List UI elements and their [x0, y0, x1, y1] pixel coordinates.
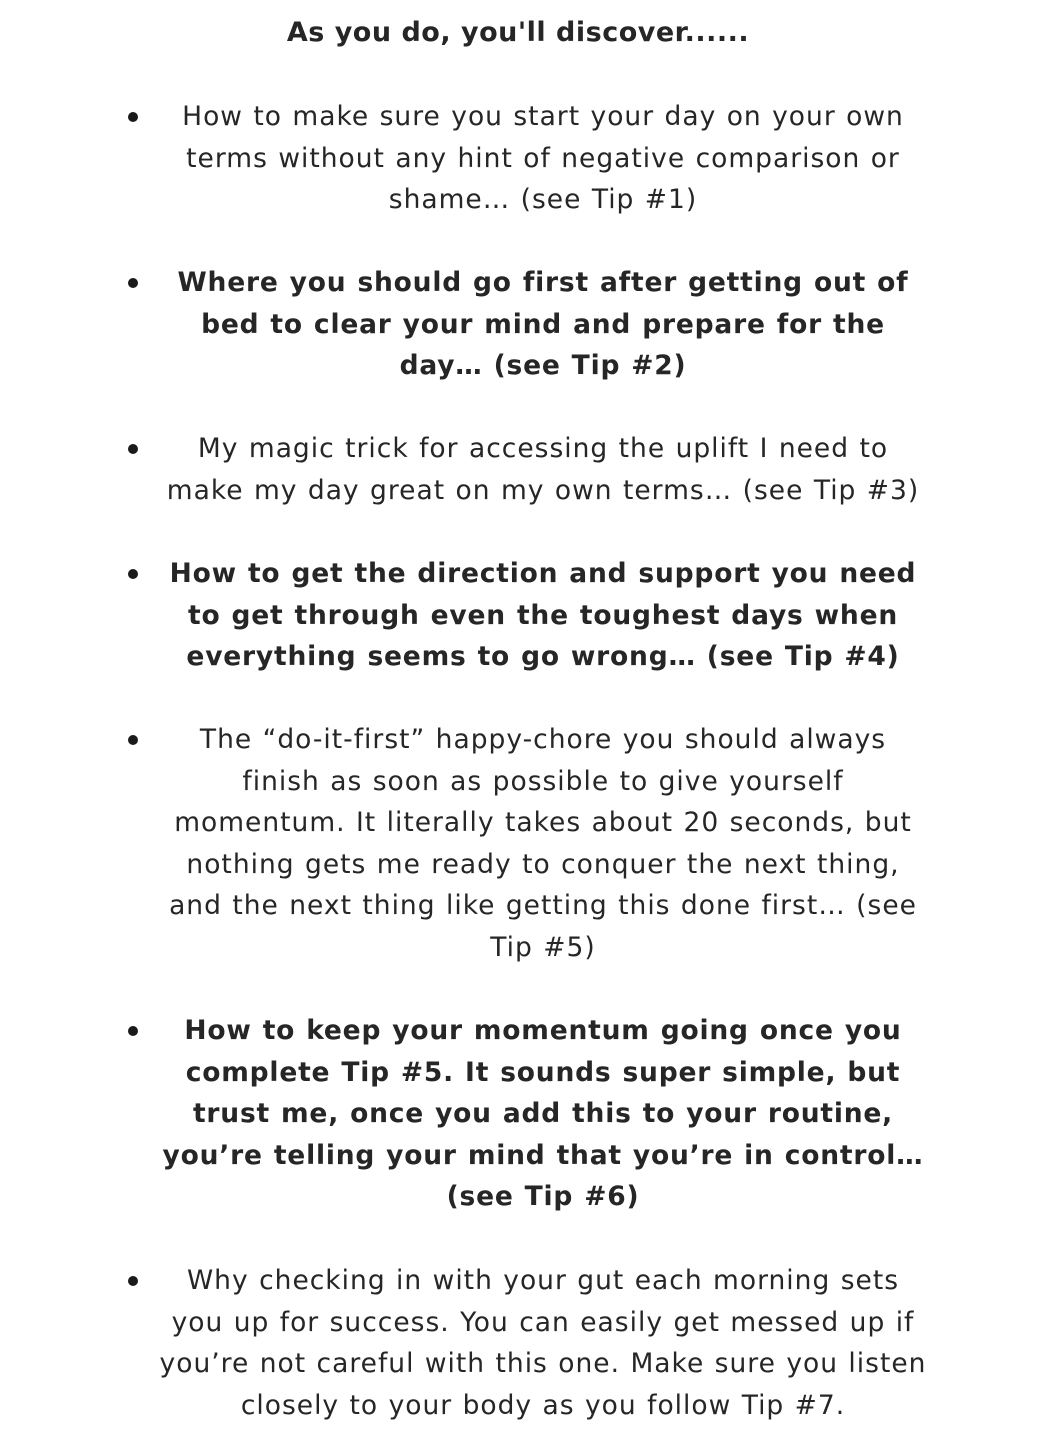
- section-heading: As you do, you'll discover......: [286, 17, 750, 48]
- bullet-icon: [128, 1026, 138, 1036]
- list-item-text: My magic trick for accessing the uplift I need to make my day great on my own terms… (see Tip #3): [166, 433, 920, 506]
- bullet-icon: [128, 735, 138, 745]
- bullet-icon: [128, 112, 138, 122]
- bullet-icon: [128, 278, 138, 288]
- list-item-text: The “do-it-first” happy-chore you should always finish as soon as possible to give yourself momentum. It literally takes about 20 seconds, but nothing gets me ready to conquer the next thing, and the next thing like getting this done first… (see Tip #5): [169, 724, 917, 963]
- bullet-icon: [128, 1276, 138, 1286]
- list-item-text: Where you should go first after getting out of bed to clear your mind and prepare for the day… (see Tip #2): [177, 267, 909, 381]
- list-item-text: How to keep your momentum going once you complete Tip #5. It sounds super simple, but trust me, once you add this to your routine, you’re telling your mind that you’re in control… (see Tip #6): [162, 1015, 924, 1212]
- bullet-icon: [128, 444, 138, 454]
- list-item-text: How to get the direction and support you need to get through even the toughest days when everything seems to go wrong… (see Tip #4): [169, 558, 917, 672]
- list-item-text: How to make sure you start your day on your own terms without any hint of negative comparison or shame… (see Tip #1): [182, 101, 904, 215]
- bullet-icon: [128, 569, 138, 579]
- list-item-text: Why checking in with your gut each morning sets you up for success. You can easily get messed up if you’re not careful with this one. Make sure you listen closely to your body as you follow Tip #7.: [159, 1265, 927, 1421]
